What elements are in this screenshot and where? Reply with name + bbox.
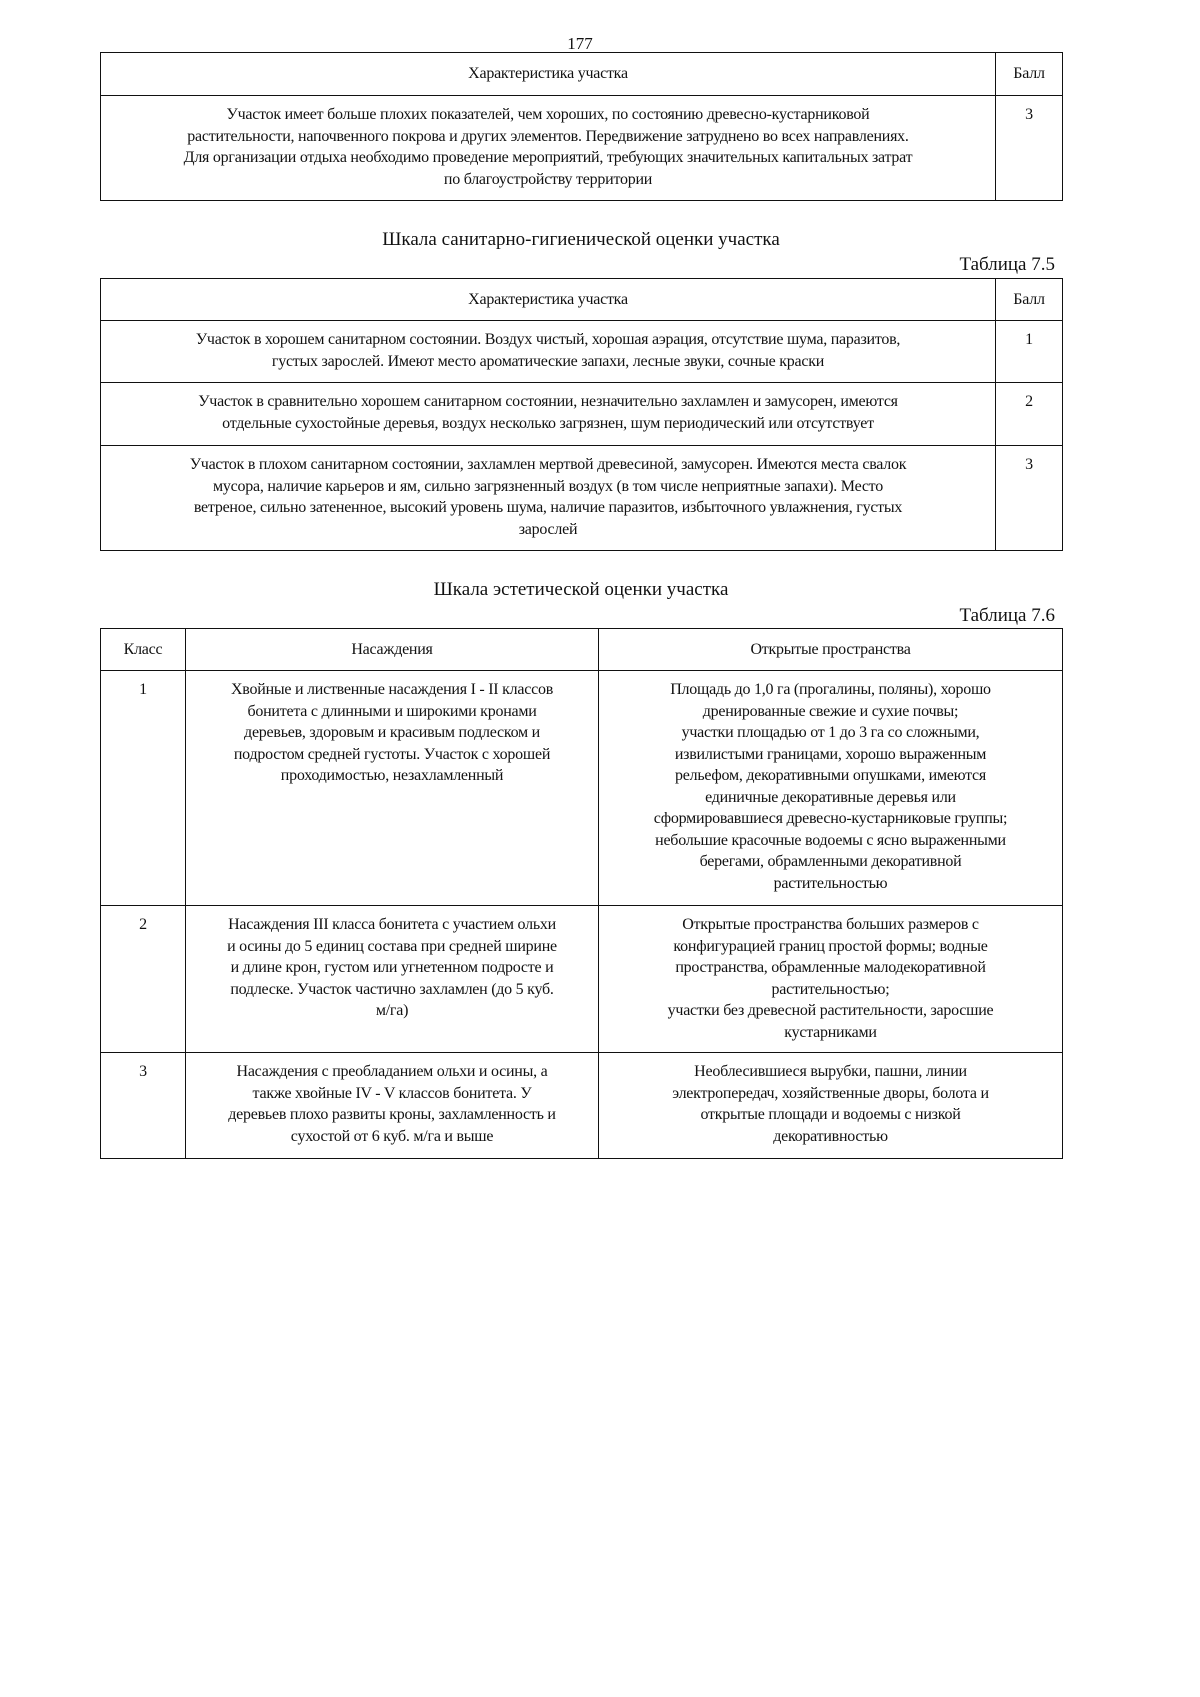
open-spaces-cell — [599, 671, 1063, 906]
text-line: Участок имеет больше плохих показателей, чем хороших, по состоянию древесно-кустарниковой — [226, 106, 870, 123]
table-7-5 — [100, 278, 1063, 551]
text-line: Хвойные и лиственные насаждения I - II классов — [231, 681, 553, 698]
table-row — [101, 96, 1063, 201]
text-line: Открытые пространства больших размеров с — [682, 916, 979, 933]
text-line: м/га) — [375, 1002, 409, 1019]
text-line: участки площадью от 1 до 3 га со сложными, — [681, 724, 980, 741]
text-line: Насаждения III класса бонитета с участием ольхи — [228, 916, 556, 933]
text-line: дренированные свежие и сухие почвы; — [702, 702, 959, 720]
header-characteristic: Характеристика участка — [101, 53, 996, 96]
characteristic-cell — [101, 96, 996, 201]
table-row — [101, 906, 1063, 1053]
characteristic-cell — [101, 383, 996, 446]
text-line: по благоустройству территории — [443, 170, 653, 188]
characteristic-cell — [101, 446, 996, 551]
header-plantings: Насаждения — [186, 629, 599, 671]
text-line: Участок в сравнительно хорошем санитарном состоянии, незначительно захламлен и замусорен, имеются — [198, 393, 898, 410]
text-line: также хвойные IV - V классов бонитета. У — [252, 1084, 532, 1102]
text-line: извилистыми границами, хорошо выраженным — [674, 745, 987, 763]
text-line: декоративностью — [773, 1127, 888, 1145]
open-spaces-cell — [599, 1053, 1063, 1159]
header-open-spaces: Открытые пространства — [599, 629, 1063, 671]
text-line: растительностью — [773, 874, 888, 892]
text-line: единичные декоративные деревья или — [705, 788, 956, 806]
characteristic-cell — [101, 321, 996, 383]
text-line: рельефом, декоративными опушками, имеются — [675, 767, 986, 784]
text-line: и осины до 5 единиц состава при средней ширине — [227, 937, 557, 955]
text-line: бонитета с длинными и широкими кронами — [247, 702, 537, 720]
table-site-characteristics-continued — [100, 52, 1063, 201]
text-line: кустарниками — [784, 1023, 877, 1041]
table-row — [101, 1053, 1063, 1159]
text-line: Участок в плохом санитарном состоянии, захламлен мертвой древесиной, замусорен. Имеются места свалок — [189, 456, 907, 473]
text-line: Насаждения с преобладанием ольхи и осины, а — [236, 1063, 548, 1080]
class-cell: 2 — [101, 906, 186, 1053]
text-line: растительностью; — [771, 980, 890, 998]
page-number: 177 — [567, 34, 593, 53]
table-7-6 — [100, 628, 1063, 1159]
text-line: густых зарослей. Имеют место ароматические запахи, лесные звуки, сочные краски — [271, 352, 825, 370]
plantings-cell — [186, 906, 599, 1053]
text-line: сухостой от 6 куб. м/га и выше — [290, 1127, 494, 1145]
text-line: Площадь до 1,0 га (прогалины, поляны), хорошо — [670, 681, 991, 698]
table-7-6-label: Таблица 7.6 — [959, 605, 1055, 626]
text-line: пространства, обрамленные малодекоративной — [675, 959, 986, 976]
text-line: Необлесившиеся вырубки, пашни, линии — [694, 1063, 967, 1080]
plantings-cell — [186, 671, 599, 906]
table-7-6-title: Шкала эстетической оценки участка — [433, 579, 729, 600]
text-line: подростом средней густоты. Участок с хорошей — [233, 745, 551, 763]
plantings-cell — [186, 1053, 599, 1159]
table-row — [101, 671, 1063, 906]
text-line: участки без древесной растительности, заросшие — [667, 1002, 994, 1019]
text-line: Для организации отдыха необходимо проведение мероприятий, требующих значительных капитальных затрат — [183, 149, 913, 166]
header-score: Балл — [996, 53, 1063, 96]
text-line: растительности, напочвенного покрова и других элементов. Передвижение затруднено во всех направлениях. — [187, 127, 909, 145]
text-line: подлеске. Участок частично захламлен (до 5 куб. — [230, 980, 554, 998]
table-row — [101, 446, 1063, 551]
table-7-5-title: Шкала санитарно-гигиенической оценки участка — [382, 229, 780, 250]
text-line: зарослей — [518, 520, 578, 538]
text-line: мусора, наличие карьеров и ям, сильно загрязненный воздух (в том числе неприятные запахи). Место — [213, 477, 883, 495]
text-line: небольшие красочные водоемы с ясно выраженными — [655, 831, 1006, 849]
text-line: проходимостью, незахламленный — [280, 767, 504, 784]
table-7-5-label: Таблица 7.5 — [959, 254, 1055, 275]
text-line: электропередач, хозяйственные дворы, болота и — [672, 1084, 989, 1102]
score-cell: 3 — [996, 96, 1063, 201]
text-line: Участок в хорошем санитарном состоянии. Воздух чистый, хорошая аэрация, отсутствие шума, паразитов, — [195, 331, 901, 348]
class-cell: 1 — [101, 671, 186, 906]
text-line: отдельные сухостойные деревья, воздух несколько загрязнен, шум периодический или отсутствует — [222, 414, 874, 432]
header-score: Балл — [996, 279, 1063, 321]
text-line: конфигурацией границ простой формы; водные — [673, 937, 988, 955]
text-line: берегами, обрамленными декоративной — [699, 853, 962, 870]
score-cell: 2 — [996, 383, 1063, 446]
class-cell: 3 — [101, 1053, 186, 1159]
text-line: открытые площади и водоемы с низкой — [700, 1106, 961, 1123]
text-line: деревьев, здоровым и красивым подлеском и — [244, 724, 540, 741]
score-cell: 3 — [996, 446, 1063, 551]
header-characteristic: Характеристика участка — [101, 279, 996, 321]
text-line: деревьев плохо развиты кроны, захламленность и — [228, 1106, 556, 1123]
table-row — [101, 383, 1063, 446]
text-line: сформировавшиеся древесно-кустарниковые группы; — [653, 810, 1008, 827]
score-cell: 1 — [996, 321, 1063, 383]
open-spaces-cell — [599, 906, 1063, 1053]
header-class: Класс — [101, 629, 186, 671]
table-row — [101, 321, 1063, 383]
text-line: и длине крон, густом или угнетенном подросте и — [230, 959, 554, 976]
text-line: ветреное, сильно затененное, высокий уровень шума, наличие паразитов, избыточного увлажнения, густых — [193, 499, 903, 516]
